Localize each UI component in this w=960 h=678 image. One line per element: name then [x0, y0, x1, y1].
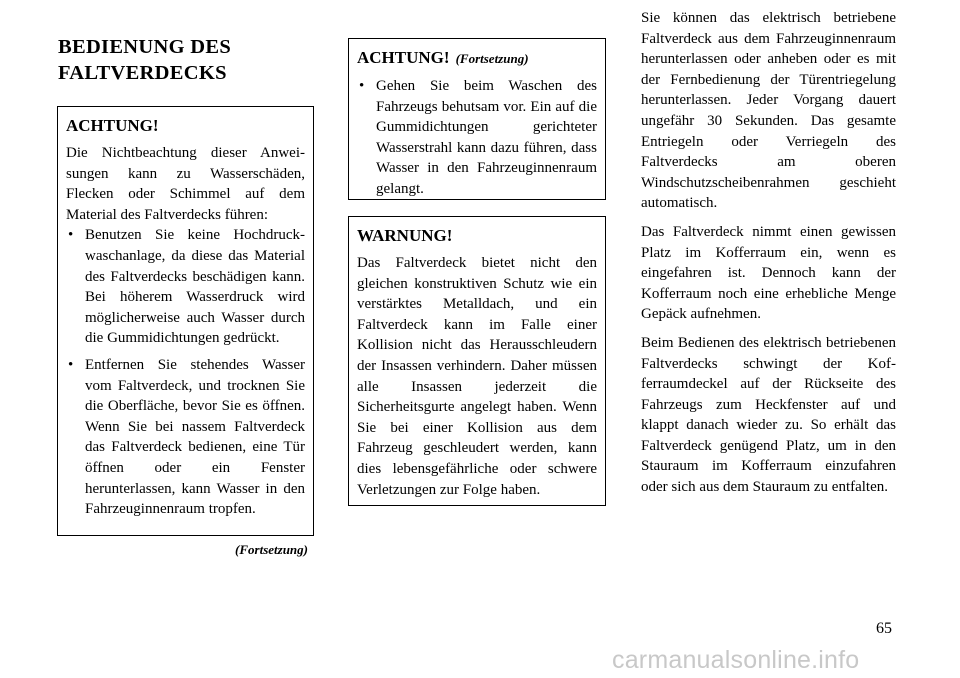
caution-continued-box: [348, 38, 606, 200]
page-number: 65: [876, 620, 892, 637]
caution-heading: ACHTUNG!: [66, 116, 159, 135]
caution-intro: Die Nichtbeachtung dieser Anweisungen kann zu Wasserschäden, Flecken oder Schimmel auf dem Material des Faltverdecks führen:: [66, 145, 305, 223]
continued-note: (Fortsetzung): [235, 542, 308, 557]
body-text-column: [641, 8, 896, 506]
warning-text: Das Faltverdeck bietet nicht den gleichen konstruktiven Schutz wie ein verstärktes Metalldach, und ein Faltverdeck kann im Falle einer Kollision nicht das Herausschleudern der Insassen verhindern. Daher müssen alle Insassen jederzeit die Sicherheitsgurte angelegt haben. Wenn Sie bei einer Kollision aus dem Fahrzeug geschleudert werden, kann dies lebensgefährliche oder schwere Verletzungen zur Folge haben.: [357, 255, 597, 498]
caution-heading: ACHTUNG!: [357, 48, 450, 67]
section-title: BEDIENUNG DES FALTVERDECKS: [58, 36, 232, 84]
caution-bullet: • Benutzen Sie keine Hochdruckwaschanlage, da diese das Material des Faltverdecks beschädigen kann. Bei höherem Wasserdruck wird möglicherweise auch Wasser durch die Gummidichtungen gedrückt.: [66, 225, 305, 349]
caution-bullet-list: [357, 76, 597, 200]
paragraph: Sie können das elektrisch betriebene Faltverdeck aus dem Fahrzeuginnenraum herunterlassen oder anheben oder es mit der Fernbedienung der Türentriegelung herunterlassen. Jeder Vorgang dauert ungefähr 30 Sekunden. Das gesamte Entriegeln oder Verriegeln des Faltverdecks am oberen Windschutzscheibenrahmen geschieht automatisch.: [641, 10, 896, 212]
watermark: carmanualsonline.info: [612, 646, 860, 674]
warning-heading: WARNUNG!: [357, 226, 453, 245]
caution-continued-heading-row: [357, 47, 597, 70]
caution-bullet: • Gehen Sie beim Waschen des Fahrzeugs behutsam vor. Ein auf die Gummidichtungen gerichteter Wasserstrahl kann dazu führen, dass Wasser in den Fahrzeuginnenraum gelangt.: [357, 76, 597, 200]
paragraph: Das Faltverdeck nimmt einen gewissen Platz im Kofferraum ein, wenn es eingefahren ist. Dennoch kann der Kofferraum noch eine erhebliche Menge Gepäck aufnehmen.: [641, 223, 896, 323]
caution-box: [57, 106, 314, 536]
paragraph: Beim Bedienen des elektrisch betriebenen Faltverdecks schwingt der Kofferraumdeckel auf der Rückseite des Fahrzeugs zum Heckfenster auf und klappt danach wieder zu. So erhält das Faltverdeck genügend Platz, um in den Stauraum im Kofferraum einzufahren oder sich aus dem Stauraum zu entfalten.: [641, 334, 896, 496]
continued-tag: (Fortsetzung): [455, 51, 529, 66]
caution-bullet-list: [66, 225, 305, 519]
caution-bullet: • Entfernen Sie stehendes Wasser vom Faltverdeck, und trocknen Sie die Oberfläche, bevor Sie es öffnen. Wenn Sie bei nassem Faltverdeck das Faltverdeck bedienen, eine Tür öffnen oder ein Fenster herunterlassen, kann Wasser in den Fahrzeuginnenraum tropfen.: [66, 355, 305, 520]
warning-box: [348, 216, 606, 506]
